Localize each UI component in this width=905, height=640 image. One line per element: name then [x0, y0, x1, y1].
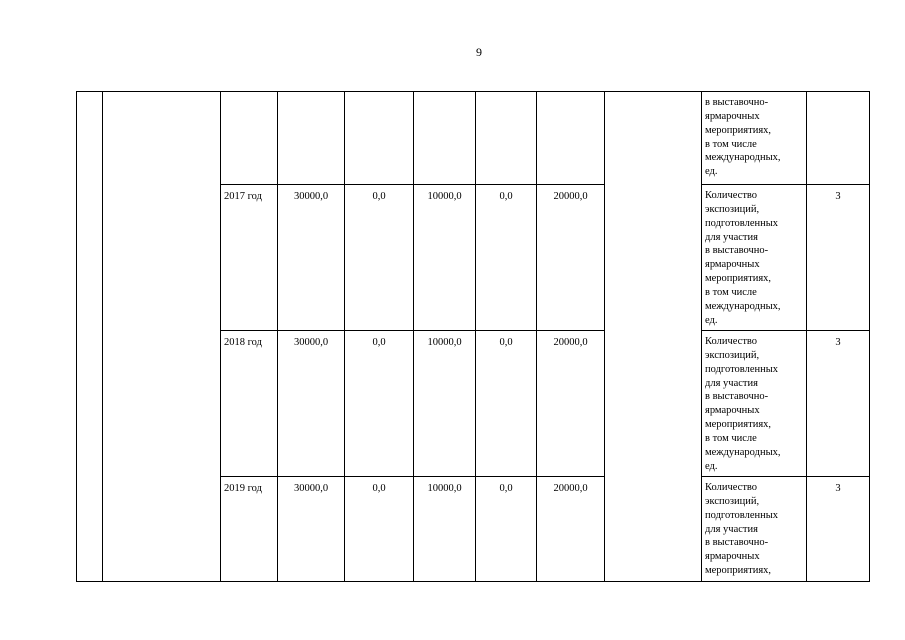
indicator-line: ярмарочных	[705, 551, 760, 563]
col5-cell: 20000,0	[537, 331, 605, 477]
indicator-line: ед.	[705, 460, 718, 472]
col3-cell: 10000,0	[414, 477, 476, 582]
indicator-line: международных,	[705, 152, 781, 164]
executor-cell	[605, 92, 702, 582]
col4-cell: 0,0	[476, 477, 537, 582]
year-cell	[221, 92, 278, 185]
col5-cell: 20000,0	[537, 477, 605, 582]
indicator-line: ярмарочных	[705, 259, 760, 271]
col4-cell: 0,0	[476, 331, 537, 477]
number-cell	[77, 92, 103, 582]
value-cell	[807, 92, 870, 185]
indicator-line: подготовленных	[705, 363, 779, 375]
year-cell: 2018 год	[221, 331, 278, 477]
value-cell: 3	[807, 185, 870, 331]
indicator-line: подготовленных	[705, 509, 779, 521]
col5-cell: 20000,0	[537, 185, 605, 331]
col3-cell	[414, 92, 476, 185]
activity-name-cell	[103, 92, 221, 582]
indicator-cell	[702, 185, 807, 331]
col4-cell: 0,0	[476, 185, 537, 331]
page-number: 9	[476, 45, 482, 59]
program-table	[76, 91, 870, 582]
indicator-line: ярмарочных	[705, 110, 760, 122]
indicator-line: мероприятиях,	[705, 565, 772, 577]
indicator-line: экспозиций,	[705, 203, 760, 215]
indicator-line: в том числе	[705, 287, 757, 299]
total-cell	[278, 92, 345, 185]
indicator-line: в выставочно-	[705, 245, 769, 257]
indicator-line: в выставочно-	[705, 391, 769, 403]
indicator-line: Количество	[705, 190, 758, 201]
indicator-line: подготовленных	[705, 217, 779, 229]
col2-cell: 0,0	[345, 185, 414, 331]
indicator-line: ед.	[705, 166, 718, 178]
total-cell: 30000,0	[278, 477, 345, 582]
col5-cell	[537, 92, 605, 185]
col4-cell	[476, 92, 537, 185]
indicator-line: ед.	[705, 314, 718, 326]
indicator-line: для участия	[705, 377, 758, 389]
indicator-line: для участия	[705, 523, 758, 535]
value-cell: 3	[807, 331, 870, 477]
table-row-continuation	[77, 92, 870, 185]
indicator-line: Количество	[705, 336, 758, 347]
col3-cell: 10000,0	[414, 185, 476, 331]
indicator-line: мероприятиях,	[705, 124, 772, 136]
indicator-line: в выставочно-	[705, 537, 769, 549]
total-cell: 30000,0	[278, 185, 345, 331]
indicator-cell	[702, 331, 807, 477]
year-cell: 2019 год	[221, 477, 278, 582]
indicator-cell	[702, 477, 807, 582]
indicator-line: для участия	[705, 231, 758, 243]
indicator-line: в том числе	[705, 138, 757, 150]
indicator-line: Количество	[705, 482, 758, 493]
indicator-line: в том числе	[705, 433, 757, 445]
col2-cell	[345, 92, 414, 185]
indicator-line: в выставочно-	[705, 97, 769, 108]
col2-cell: 0,0	[345, 477, 414, 582]
indicator-cell	[702, 92, 807, 185]
indicator-line: международных,	[705, 446, 781, 458]
col3-cell: 10000,0	[414, 331, 476, 477]
indicator-line: экспозиций,	[705, 349, 760, 361]
year-cell: 2017 год	[221, 185, 278, 331]
col2-cell: 0,0	[345, 331, 414, 477]
total-cell: 30000,0	[278, 331, 345, 477]
indicator-line: экспозиций,	[705, 495, 760, 507]
value-cell: 3	[807, 477, 870, 582]
indicator-line: мероприятиях,	[705, 419, 772, 431]
indicator-line: международных,	[705, 300, 781, 312]
indicator-line: мероприятиях,	[705, 273, 772, 285]
indicator-line: ярмарочных	[705, 405, 760, 417]
